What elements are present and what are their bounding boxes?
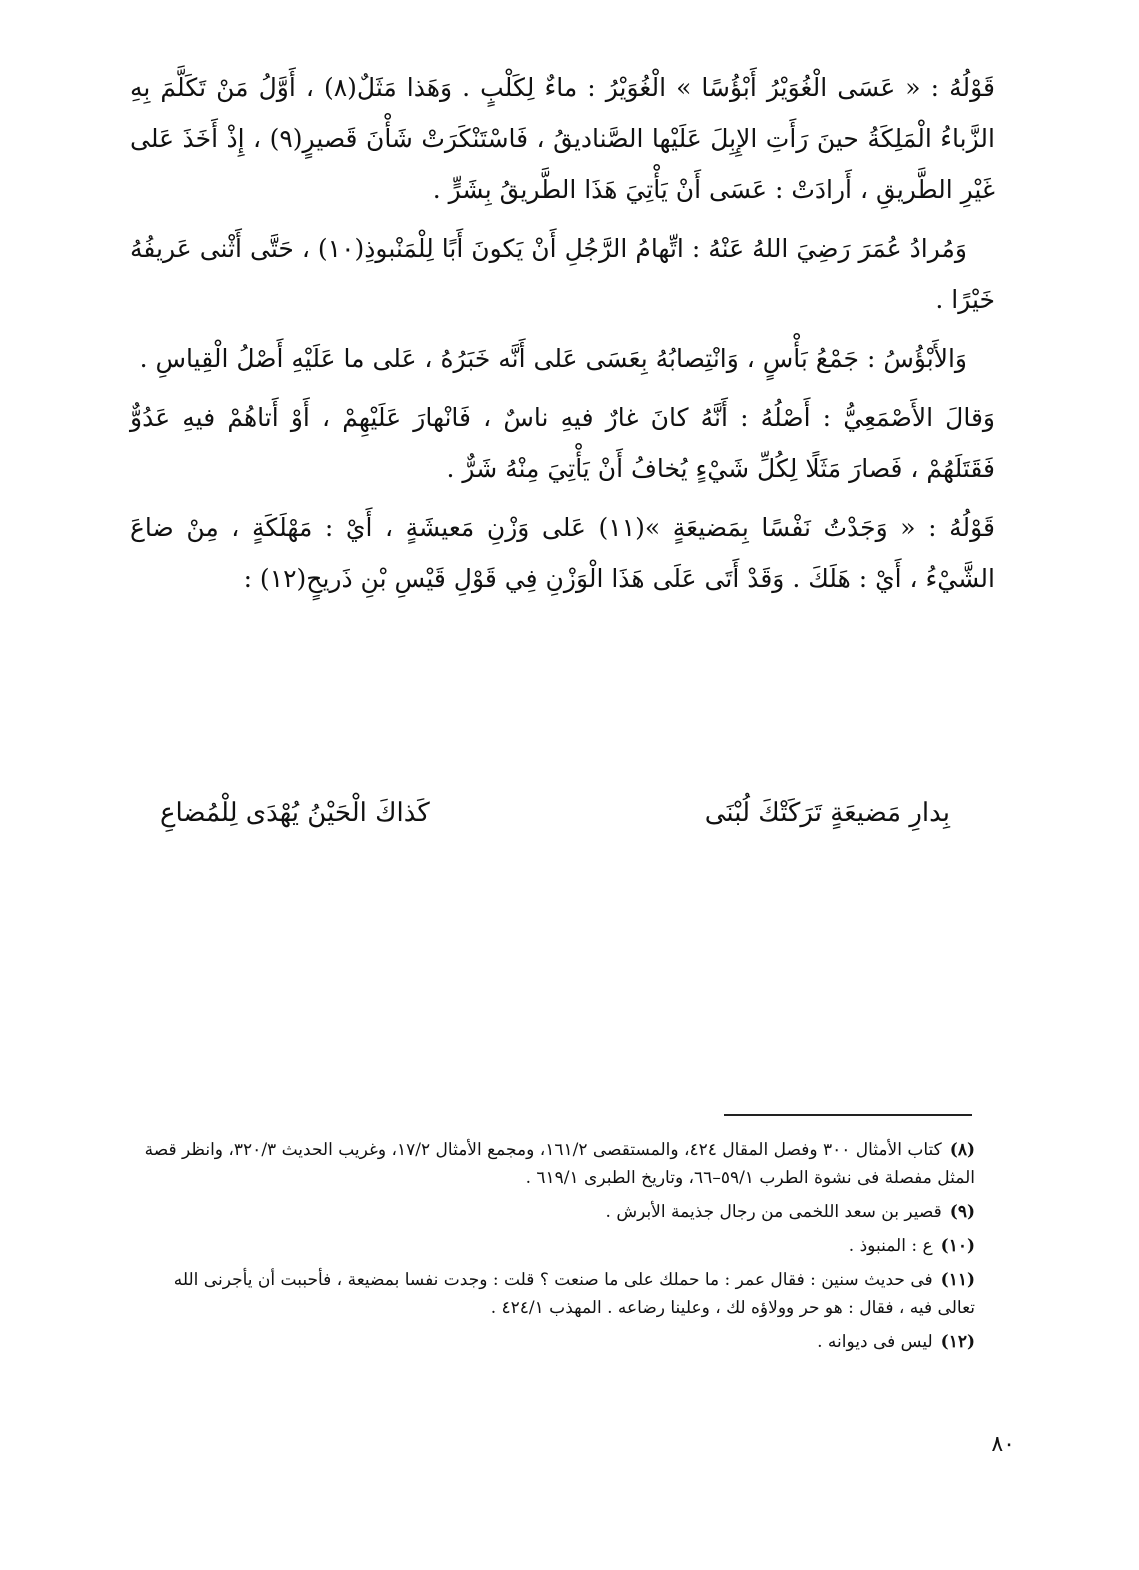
footnote-number: (٩) — [949, 1202, 975, 1222]
footnote-text: ع : المنبوذ . — [848, 1236, 933, 1256]
footnote-9 — [140, 1198, 975, 1226]
footnote-text: كتاب الأمثال ٣٠٠ وفصل المقال ٤٢٤، والمستقصى ١٦١/٢، ومجمع الأمثال ١٧/٢، وغريب الحديث ٣٢٠/٣، وانظر قصة المثل مفصلة فى نشوة الطرب ٥٩/١–٦٦، وتاريخ الطبرى ٦١٩/١ . — [144, 1140, 975, 1188]
footnote-number: (١٢) — [940, 1332, 975, 1352]
footnote-divider — [724, 1114, 972, 1116]
footnotes — [140, 1136, 975, 1362]
footnote-text: قصير بن سعد اللخمى من رجال جذيمة الأبرش . — [605, 1202, 942, 1222]
paragraph-5: قَوْلُهُ : « وَجَدْتُ نَفْسًا بِمَضيعَةٍ »(١١) عَلى وَزْنِ مَعيشَةٍ ، أَيْ : مَهْلَكَةٍ ، مِنْ ضاعَ الشَّيْءُ ، أَيْ : هَلَكَ . وَقَدْ أَتَى عَلَى هَذَا الْوَزْنِ فِي قَوْلِ قَيْسِ بْنِ ذَريحٍ(١٢) : — [130, 513, 995, 593]
footnote-11 — [140, 1266, 975, 1322]
page-number: ٨٠ — [991, 1432, 1015, 1457]
poetry-verse — [160, 790, 960, 846]
paragraph-3: وَالأَبْؤُسُ : جَمْعُ بَأْسٍ ، وَانْتِصابُهُ بِعَسَى عَلى أَنَّه خَبَرُهُ ، عَلى ما عَلَيْهِ أَصْلُ الْقِياسِ . — [139, 344, 967, 373]
paragraph-2: وَمُرادُ عُمَرَ رَضِيَ اللهُ عَنْهُ : اتِّهامُ الرَّجُلِ أَنْ يَكونَ أَبًا لِلْمَنْبوذِ(١٠) ، حَتَّى أَثْنى عَريفُهُ خَيْرًا . — [130, 234, 995, 314]
footnote-number: (٨) — [949, 1140, 975, 1160]
footnote-8 — [140, 1136, 975, 1192]
main-text — [130, 62, 995, 612]
footnote-number: (١٠) — [940, 1236, 975, 1256]
footnote-text: فى حديث سنين : فقال عمر : ما حملك على ما صنعت ؟ قلت : وجدت نفسا بمضيعة ، فأحببت أن يأجرنى الله تعالى فيه ، فقال : هو حر وولاؤه لك ، وعلينا رضاعه . المهذب ٤٢٤/١ . — [173, 1270, 975, 1318]
footnote-text: ليس فى ديوانه . — [817, 1332, 933, 1352]
paragraph-1: قَوْلُهُ : « عَسَى الْغُوَيْرُ أَبْؤُسًا » الْغُوَيْرُ : ماءٌ لِكَلْبٍ . وَهَذا مَثَلٌ(٨) ، أَوَّلُ مَنْ تَكَلَّمَ بِهِ الزَّباءُ الْمَلِكَةُ حينَ رَأَتِ الإِبِلَ عَلَيْها الصَّناديقُ ، فَاسْتَنْكَرَتْ شَأْنَ قَصيرٍ(٩) ، إِذْ أَخَذَ عَلى غَيْرِ الطَّريقِ ، أَرادَتْ : عَسَى أَنْ يَأْتِيَ هَذَا الطَّريقُ بِشَرٍّ . — [130, 73, 995, 204]
verse-second-hemistich: كَذاكَ الْحَيْنُ يُهْدَى لِلْمُضاعِ — [160, 798, 430, 828]
verse-first-hemistich: بِدارِ مَضيعَةٍ تَرَكَتْكَ لُبْنَى — [704, 798, 950, 828]
footnote-12 — [140, 1328, 975, 1356]
footnote-10 — [140, 1232, 975, 1260]
paragraph-4: وَقالَ الأَصْمَعِيُّ : أَصْلُهُ : أَنَّهُ كانَ غارٌ فيهِ ناسٌ ، فَانْهارَ عَلَيْهِمْ ، أَوْ أَتاهُمْ فيهِ عَدُوٌّ فَقَتَلَهُمْ ، فَصارَ مَثَلًا لِكُلِّ شَيْءٍ يُخافُ أَنْ يَأْتِيَ مِنْهُ شَرٌّ . — [130, 403, 995, 483]
footnote-number: (١١) — [940, 1270, 975, 1290]
